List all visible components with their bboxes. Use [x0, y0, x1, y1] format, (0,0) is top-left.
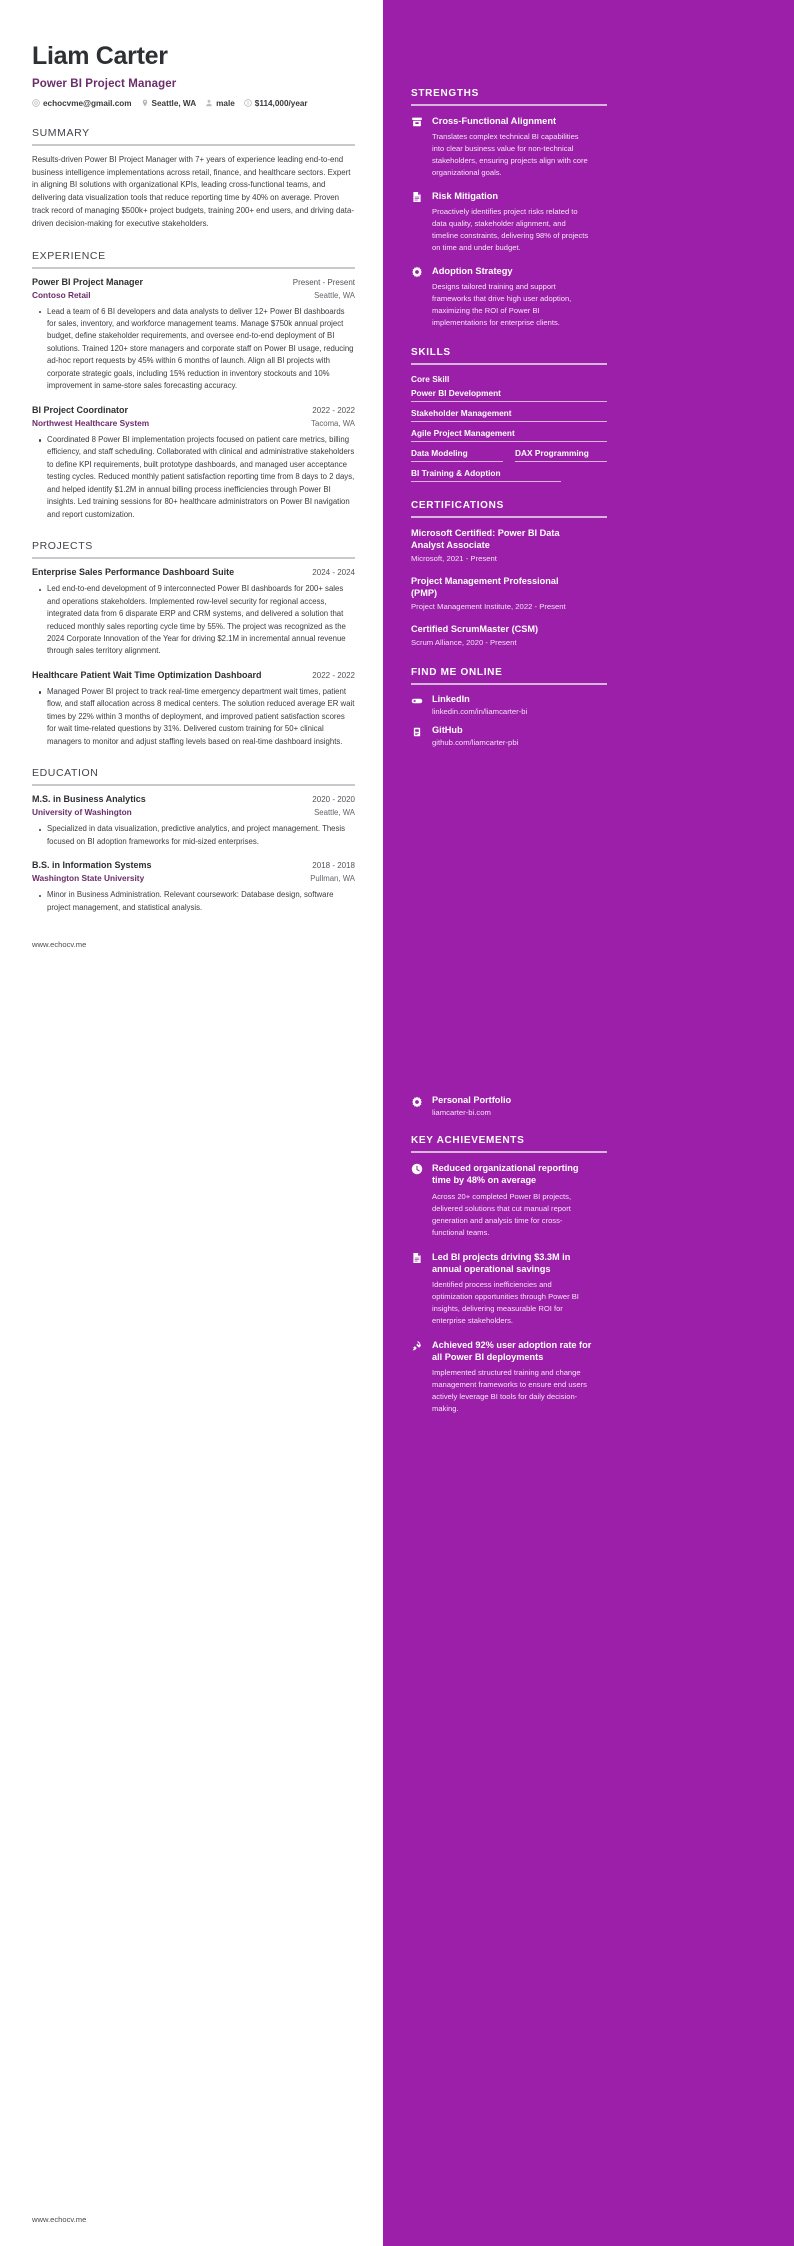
- experience-entry: [32, 405, 355, 521]
- strength-title: Cross-Functional Alignment: [432, 116, 557, 126]
- entry-bullets: [32, 823, 355, 848]
- certification-meta: Project Management Institute, 2022 - Present: [411, 602, 566, 612]
- entry-location: Seattle, WA: [314, 290, 355, 300]
- person-icon: [205, 99, 213, 107]
- links-heading: FIND ME ONLINE: [411, 667, 503, 679]
- summary-heading: SUMMARY: [32, 126, 90, 139]
- skill-label: Stakeholder Management: [411, 408, 512, 419]
- contact-salary-text: $114,000/year: [254, 98, 308, 108]
- strength-title: Adoption Strategy: [432, 266, 513, 277]
- experience-entry: [32, 277, 355, 393]
- github-icon: [411, 726, 423, 738]
- skill-label: Data Modeling: [411, 448, 468, 459]
- entry-title: M.S. in Business Analytics: [32, 794, 146, 805]
- achievement-description: Implemented structured training and change management frameworks to ensure end users actively leverage BI tools for daily decision-making.: [432, 1368, 587, 1414]
- skill-item: [515, 448, 607, 462]
- section-divider: [32, 557, 355, 559]
- strength-description: Designs tailored training and support frameworks that drive high user adoption, maximizing the ROI of Power BI implementations for enterprise clients.: [432, 282, 572, 328]
- sidebar-section-certifications: [411, 500, 764, 649]
- certification-item: [411, 623, 586, 649]
- skill-item: [411, 408, 607, 422]
- skills-heading: SKILLS: [411, 347, 451, 359]
- achievement-item: [411, 1251, 764, 1327]
- certification-name: Microsoft Certified: Power BI Data Analyst Associate: [411, 528, 560, 551]
- clock-icon: [411, 1163, 423, 1175]
- section-divider: [32, 784, 355, 786]
- skill-label: DAX Programming: [515, 448, 589, 459]
- skill-underline: [411, 421, 607, 422]
- entry-bullets: [32, 306, 355, 393]
- entry-title: Healthcare Patient Wait Time Optimization Dashboard: [32, 669, 262, 680]
- entry-location: Tacoma, WA: [311, 418, 355, 428]
- job-title: Power BI Project Manager: [32, 77, 177, 90]
- skill-underline: [411, 481, 561, 482]
- section-summary: [32, 127, 355, 231]
- skill-underline: [515, 461, 607, 462]
- list-item: Specialized in data visualization, predictive analytics, and project management. Thesis focused on BI adoption frameworks for mid-sized enterprises.: [41, 823, 355, 848]
- skill-item: [411, 388, 607, 402]
- gear-icon: [411, 266, 423, 278]
- strength-description: Proactively identifies project risks related to data quality, stakeholder alignment, and timeline constraints, delivering 98% of projects on time and under budget.: [432, 207, 589, 253]
- sidebar-divider: [411, 1151, 607, 1153]
- entry-title: BI Project Coordinator: [32, 404, 129, 415]
- strengths-heading: STRENGTHS: [411, 88, 479, 99]
- section-divider: [32, 144, 355, 146]
- list-item: Lead a team of 6 BI developers and data analysts to deliver 12+ Power BI dashboards for sales, inventory, and workforce management teams. Manage $750k annual project budget, define stakeholder requirements, and oversee end-to-end deployment of BI solutions. Trained 120+ store managers and corporate staff on Power BI usage, reducing ad-hoc report requests by 45% within 6 months of launch. Align all BI projects with corporate strategic goals, including 15% reduction in inventory stockouts and 10% improvement in same-store sales forecasting accuracy.: [41, 306, 355, 393]
- skill-underline: [411, 401, 607, 402]
- gear-icon: [411, 1096, 423, 1108]
- sidebar-divider: [411, 683, 607, 685]
- strength-item: [411, 115, 764, 179]
- info-circle-icon: [244, 99, 252, 107]
- education-entry: [32, 860, 355, 914]
- project-entry: [32, 670, 355, 748]
- page-title: Liam Carter: [32, 42, 168, 70]
- entry-location: Seattle, WA: [314, 808, 355, 818]
- entry-date: 2022 - 2022: [312, 405, 355, 415]
- achievement-description: Identified process inefficiencies and optimization opportunities through Power BI insights, delivering measurable ROI for enterprise stakeholders.: [432, 1279, 579, 1325]
- entry-title: Power BI Project Manager: [32, 276, 144, 287]
- resume-header: [32, 42, 355, 108]
- skills-core-label: Core Skill: [411, 374, 450, 385]
- link-url[interactable]: liamcarter-bi.com: [432, 1108, 491, 1118]
- sidebar-section-links: [411, 667, 764, 747]
- contact-row: [32, 99, 355, 108]
- link-url[interactable]: linkedin.com/in/liamcarter-bi: [432, 707, 528, 717]
- achievement-title: Reduced organizational reporting time by 48% on average: [432, 1163, 579, 1186]
- entry-date: 2018 - 2018: [312, 861, 355, 871]
- list-item: Led end-to-end development of 9 interconnected Power BI dashboards for 200+ sales and operations stakeholders. Implemented row-level security for regional access, integrated data from 6 disparate ERP and CRM systems, and delivered a solution that reduced monthly sales reporting cycle time by 55%. The project was recognized as the 2024 Corporate Innovation of the Year for driving $2.1M in incremental annual revenue through sales territory alignment.: [41, 583, 355, 658]
- skill-label: Power BI Development: [411, 388, 501, 399]
- entry-bullets: [32, 889, 355, 914]
- sidebar-section-achievements: [411, 1135, 764, 1415]
- link-url[interactable]: github.com/liamcarter-pbi: [432, 738, 519, 748]
- section-projects: [32, 540, 355, 748]
- skill-item: [411, 468, 561, 482]
- projects-heading: PROJECTS: [32, 540, 93, 553]
- skill-pair-row: [411, 448, 607, 462]
- strength-description: Translates complex technical BI capabilities into clear business value for non-technical stakeholders, ensuring projects align with core organizational goals.: [432, 132, 588, 178]
- skill-item: [411, 428, 607, 442]
- certification-meta: Scrum Alliance, 2020 - Present: [411, 638, 517, 648]
- list-item: Managed Power BI project to track real-time emergency department wait times, patient flow, and staff allocation across 8 medical centers. The solution reduced average ER wait times by 22% within 3 months of deployment, and improved patient satisfaction scores for wait time-related questions by 31%. Delivered custom training for 50+ clinical managers to monitor and adjust staffing levels based on real-time dashboard insights.: [41, 686, 355, 748]
- list-item: Minor in Business Administration. Relevant coursework: Database design, software project management, and statistical analysis.: [41, 889, 355, 914]
- project-entry: [32, 567, 355, 658]
- entry-location: Pullman, WA: [310, 874, 355, 884]
- link-title: Personal Portfolio: [432, 1095, 512, 1106]
- strength-item: [411, 265, 764, 329]
- certification-name: Certified ScrumMaster (CSM): [411, 624, 539, 635]
- section-divider: [32, 267, 355, 269]
- certification-name: Project Management Professional (PMP): [411, 576, 559, 599]
- experience-heading: EXPERIENCE: [32, 249, 106, 262]
- entry-bullets: [32, 583, 355, 658]
- section-education: [32, 767, 355, 914]
- sidebar-divider: [411, 516, 607, 518]
- entry-organization: Northwest Healthcare System: [32, 417, 150, 428]
- skill-underline: [411, 441, 607, 442]
- sidebar-divider: [411, 363, 607, 365]
- link-linkedin[interactable]: [411, 694, 764, 716]
- link-title: LinkedIn: [432, 694, 470, 705]
- contact-salary: [244, 99, 308, 108]
- achievements-heading: KEY ACHIEVEMENTS: [411, 1135, 525, 1147]
- email-icon: [32, 99, 40, 107]
- strength-title: Risk Mitigation: [432, 191, 499, 202]
- certification-meta: Microsoft, 2021 - Present: [411, 554, 497, 564]
- entry-bullets: [32, 434, 355, 521]
- achievement-title: Achieved 92% user adoption rate for all Power BI deployments: [432, 1339, 592, 1363]
- entry-date: Present - Present: [292, 277, 355, 287]
- achievement-title: Led BI projects driving $3.3M in annual operational savings: [432, 1251, 571, 1274]
- document-icon: [411, 1252, 423, 1264]
- archive-box-icon: [411, 116, 423, 128]
- achievement-item: [411, 1339, 764, 1415]
- sidebar-divider: [411, 104, 607, 106]
- education-entry: [32, 794, 355, 848]
- skill-label: BI Training & Adoption: [411, 468, 501, 479]
- sidebar-section-portfolio: [411, 1095, 764, 1117]
- summary-text: Results-driven Power BI Project Manager with 7+ years of experience leading end-to-end business intelligence implementations across retail, finance, and healthcare sectors. Expert in aligning BI solutions with organizational KPIs, leading cross-functional teams, and delivering data visualization tools that reduce reporting time by 40% on average. Proven track record of managing $500k+ project budgets, training 200+ end users, and driving data-driven decision-making for executive stakeholders.: [32, 154, 354, 228]
- strength-item: [411, 190, 764, 254]
- entry-date: 2024 - 2024: [312, 568, 355, 578]
- entry-bullets: [32, 686, 355, 748]
- link-github[interactable]: [411, 725, 764, 747]
- sidebar-spacer: [411, 765, 764, 1095]
- contact-location-text: Seattle, WA: [151, 98, 197, 108]
- contact-gender: [205, 99, 235, 108]
- entry-title: Enterprise Sales Performance Dashboard Suite: [32, 567, 235, 578]
- main-column: [0, 0, 383, 2246]
- contact-gender-text: male: [216, 98, 235, 108]
- achievement-item: [411, 1162, 764, 1238]
- entry-organization: University of Washington: [32, 807, 132, 818]
- skill-label: Agile Project Management: [411, 428, 515, 439]
- location-pin-icon: [141, 99, 149, 107]
- contact-email: [32, 99, 132, 108]
- skill-item: [411, 448, 503, 462]
- skill-underline: [411, 461, 503, 462]
- entry-date: 2022 - 2022: [312, 670, 355, 680]
- linkedin-icon: [411, 695, 423, 707]
- education-heading: EDUCATION: [32, 767, 99, 780]
- certifications-heading: CERTIFICATIONS: [411, 500, 504, 512]
- entry-title: B.S. in Information Systems: [32, 860, 152, 871]
- certification-item: [411, 527, 586, 565]
- sidebar-section-skills: [411, 347, 764, 482]
- contact-email-text: echocvme@gmail.com: [43, 98, 132, 108]
- sidebar-section-strengths: [411, 88, 764, 329]
- sidebar: [383, 0, 794, 2246]
- achievement-description: Across 20+ completed Power BI projects, delivered solutions that cut manual report generation and analysis time for cross-functional teams.: [432, 1191, 572, 1237]
- certification-item: [411, 575, 586, 613]
- link-portfolio[interactable]: [411, 1095, 764, 1117]
- footer-url-top[interactable]: www.echocv.me: [32, 940, 87, 950]
- entry-date: 2020 - 2020: [312, 795, 355, 805]
- entry-organization: Washington State University: [32, 873, 145, 884]
- link-title: GitHub: [432, 725, 463, 736]
- list-item: Coordinated 8 Power BI implementation projects focused on patient care metrics, billing efficiency, and staff scheduling. Collaborated with clinical and administrative stakeholders to define KPI requirements, built prototype dashboards, and managed user acceptance testing cycles. Reduced monthly patient satisfaction reporting time from 8 days to 2 days, and helped identify $1.2M in annual billing process inefficiencies through Power BI insights. Led training sessions for 80+ healthcare administrators on Power BI navigation and report customization.: [41, 434, 355, 521]
- contact-location: [141, 99, 197, 108]
- document-icon: [411, 191, 423, 203]
- footer-url-bottom[interactable]: www.echocv.me: [32, 2215, 87, 2224]
- entry-organization: Contoso Retail: [32, 289, 91, 300]
- section-experience: [32, 250, 355, 522]
- rocket-icon: [411, 1340, 423, 1352]
